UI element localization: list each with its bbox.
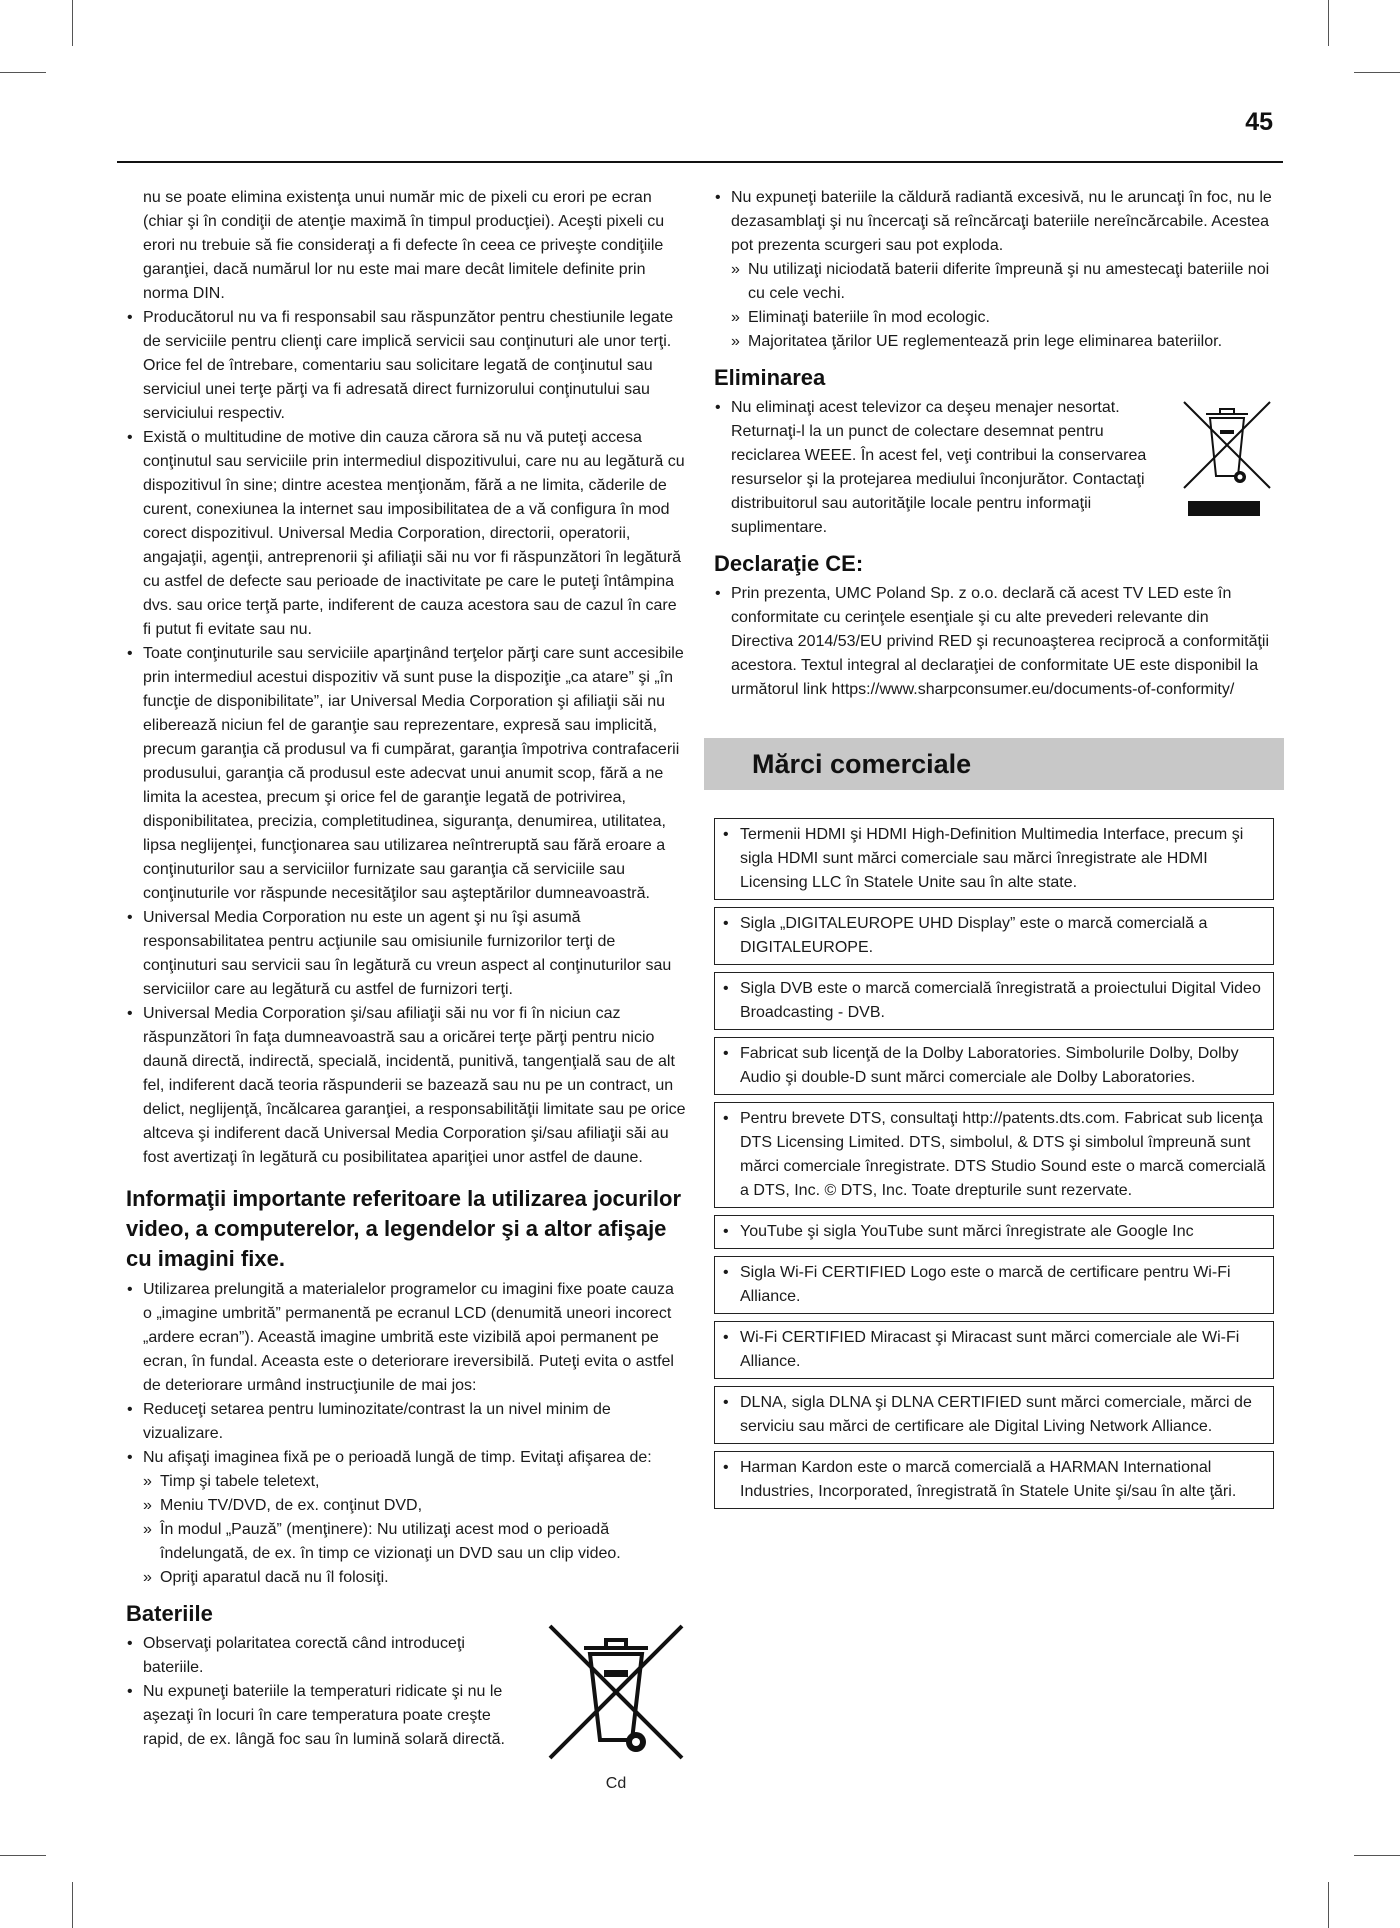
battery-list-continued [714,186,1274,258]
crop-mark [0,72,46,73]
header-rule [117,161,1283,163]
trademark-text: • YouTube şi sigla YouTube sunt mărci înregistrate ale Google Inc [723,1220,1267,1244]
sub-list-item: » Timp şi tabele teletext, [143,1470,686,1494]
list-item: • Prin prezenta, UMC Poland Sp. z o.o. declară că acest TV LED este în conformitate cu cerinţele esenţiale şi cu alte prevederi relevante din Directiva 2014/53/EU privind RED şi recunoaşterea reciprocă a conformităţii acestora. Textul integral al declaraţiei de conformitate UE este disponibil la următorul link https://www.sharpconsumer.eu/documents-of-conformity/ [714,582,1274,702]
crossed-bin-icon [546,1622,686,1762]
right-column [714,186,1274,1516]
trademark-text: • Sigla Wi-Fi CERTIFIED Logo este o marcă de certificare pentru Wi-Fi Alliance. [723,1261,1267,1309]
cd-label: Cd [605,1775,627,1792]
sub-list-item: » Eliminaţi bateriile în mod ecologic. [731,306,1274,330]
trademark-item [714,1215,1274,1249]
trademarks-banner [704,738,1284,790]
battery-sublist [714,258,1274,354]
battery-list [126,1632,516,1752]
trademark-text: • DLNA, sigla DLNA şi DLNA CERTIFIED sunt mărci comerciale, mărci de serviciu sau mărci de certificare ale Digital Living Network Alliance. [723,1391,1267,1439]
trademarks-list [714,818,1274,1509]
trademarks-heading: Mărci comerciale [752,749,972,779]
list-item: • Universal Media Corporation şi/sau afiliaţii săi nu vor fi în niciun caz răspunzători în faţa dumneavoastră sau a oricărei terţe părţi pentru nicio daună directă, indirectă, specială, incidentă, punitivă, tangenţială sau de alt fel, indiferent dacă teoria răspunderii se bazează sau nu pe un contract, un delict, neglijenţă, încălcarea garanţiei, a responsabilităţii limitate sau pe orice altceva şi indiferent dacă Universal Media Corporation şi/sau afiliaţii săi au fost avertizaţi în legătură cu posibilitatea apariţiei unor astfel de daune. [126,1002,686,1170]
disclaimer-list [126,306,686,1170]
list-item: • Toate conţinuturile sau serviciile aparţinând terţelor părţi care sunt accesibile prin intermediul acestui dispozitiv vă sunt puse la dispoziţie „ca atare” şi „în funcţie de disponibilitate”, iar Universal Media Corporation şi afiliaţii săi nu eliberează niciun fel de garanţie sau reprezentare, expresă sau implicită, precum garanţia că produsul va fi cumpărat, garanţia împotriva contrafacerii produsului, garanţia că produsul este adecvat unui anumit scop, fără a ne limita la acestea, precum şi orice fel de garanţie legată de potrivirea, disponibilitatea, precizia, completitudinea, siguranţa, denumirea, utilitatea, lipsa neglijenţei, funcţionarea sau utilizarea neîntreruptă sau fără eroare a conţinuturilor sau a serviciilor furnizate sau garanţia că serviciile sau conţinuturile vor răspunde necesităţilor sau aşteptărilor dumneavoastră. [126,642,686,906]
trademark-item [714,1256,1274,1314]
crop-mark [72,0,73,46]
crop-mark [1328,0,1329,46]
trademark-item [714,1321,1274,1379]
disposal-section [714,396,1274,540]
intro-continuation: nu se poate elimina existenţa unui număr mic de pixeli cu erori pe ecran (chiar şi în condiţii de atenţie maximă în timpul producţiei). Aceşti pixeli cu erori nu trebuie să fie consideraţi a fi defecte în ceea ce priveşte condiţiile garanţiei, dacă numărul lor nu este mai mare decât limitele definite prin norma DIN. [143,189,665,302]
disposal-list [714,396,1154,540]
left-column [126,186,686,1792]
trademark-text: • Wi-Fi CERTIFIED Miracast şi Miracast sunt mărci comerciale ale Wi-Fi Alliance. [723,1326,1267,1374]
trademark-item [714,1451,1274,1509]
list-item-text: Nu afişaţi imaginea fixă pe o perioadă lungă de timp. Evitaţi afişarea de: [143,1449,652,1466]
trademark-text: • Fabricat sub licenţă de la Dolby Laboratories. Simbolurile Dolby, Dolby Audio şi double-D sunt mărci comerciale ale Dolby Laboratories. [723,1042,1267,1090]
crop-mark [1328,1882,1329,1928]
sub-list-item: » Majoritatea ţărilor UE reglementează prin lege eliminarea bateriilor. [731,330,1274,354]
weee-symbol [1182,400,1272,526]
page-number: 45 [1245,108,1273,136]
list-item: • Producătorul nu va fi responsabil sau răspunzător pentru chestiunile legate de serviciile pentru clienţi care implică servicii sau conţinuturi ale unor terţi. Orice fel de întrebare, comentariu sau solicitare legată de conţinutul sau serviciul unei terţe părţi va fi adresată direct furnizorului conţinutului sau serviciului respectiv. [126,306,686,426]
ce-heading: Declaraţie CE: [714,551,864,576]
sub-list-item: » Opriţi aparatul dacă nu îl folosiţi. [143,1566,686,1590]
sub-list-item: » Meniu TV/DVD, de ex. conţinut DVD, [143,1494,686,1518]
list-item: • Reduceţi setarea pentru luminozitate/contrast la un nivel minim de vizualizare. [126,1398,686,1446]
crop-mark [0,1855,46,1856]
crop-mark [1354,1855,1400,1856]
trademark-item [714,818,1274,900]
list-item: • Nu eliminaţi acest televizor ca deşeu menajer nesortat. Returnaţi-l la un punct de colectare desemnat pentru reciclarea WEEE. În acest fel, veţi contribui la conservarea resurselor şi la protejarea mediului înconjurător. Contactaţi distribuitorul sau autorităţile locale pentru informaţii suplimentare. [714,396,1154,540]
battery-section [126,1632,686,1792]
list-item: • Utilizarea prelungită a materialelor programelor cu imagini fixe poate cauza o „imagine umbrită” permanentă pe ecranul LCD (denumită uneori incorect „ardere ecran”). Această imagine umbrită este vizibilă apoi permanent pe ecran, în fundal. Aceasta este o deteriorare ireversibilă. Puteţi evita o astfel de deteriorare urmând instrucţiunile de mai jos: [126,1278,686,1398]
trademark-item [714,1386,1274,1444]
trademark-text: • Pentru brevete DTS, consultaţi http://patents.dts.com. Fabricat sub licenţa DTS Licensing Limited. DTS, simbolul, & DTS şi simbolul împreună sunt mărci comerciale înregistrate. DTS Studio Sound este o marcă comercială a DTS, Inc. © DTS, Inc. Toate drepturile sunt rezervate. [723,1107,1267,1203]
info-sublist [126,1470,686,1590]
battery-disposal-symbol [546,1622,686,1796]
trademark-item [714,907,1274,965]
weee-bin-icon [1182,400,1272,518]
list-item: • Observaţi polaritatea corectă când introduceţi bateriile. [126,1632,516,1680]
sub-list-item: » Nu utilizaţi niciodată baterii diferite împreună şi nu amestecaţi bateriile noi cu cele vechi. [731,258,1274,306]
trademark-text: • Harman Kardon este o marcă comercială a HARMAN International Industries, Incorporated, înregistrată în Statele Unite şi/sau în alte ţări. [723,1456,1267,1504]
trademark-item [714,1037,1274,1095]
crop-mark [72,1882,73,1928]
ce-list [714,582,1274,702]
battery-heading: Bateriile [126,1601,213,1626]
list-item [126,1446,686,1470]
info-list [126,1278,686,1470]
crop-mark [1354,72,1400,73]
list-item: • Există o multitudine de motive din cauza cărora să nu vă puteţi accesa conţinutul sau serviciile prin intermediul dispozitivului, care nu au legătură cu dispozitivul în sine; dintre acestea menţionăm, fără a ne limita, căderile de curent, conexiunea la internet sau imposibilitatea de a vă configura în mod corect dispozitivul. Universal Media Corporation, directorii, operatorii, angajaţii, agenţii, antreprenorii şi afiliaţii săi nu vor fi răspunzători în legătură cu astfel de defecte sau perioade de inactivitate pe care le puteţi întâmpina dvs. sau orice terţă parte, indiferent de cauza acestora sau de cazul în care fi putut fi evitate sau nu. [126,426,686,642]
trademark-text: • Sigla DVB este o marcă comercială înregistrată a proiectului Digital Video Broadcasting - DVB. [723,977,1267,1025]
info-heading: Informaţii importante referitoare la utilizarea jocurilor video, a computerelor, a legendelor şi a altor afişaje cu imagini fixe. [126,1186,682,1271]
list-item: • Universal Media Corporation nu este un agent şi nu îşi asumă responsabilitatea pentru acţiunile sau omisiunile furnizorilor terţi de conţinuturi sau servicii sau în legătură cu vreun aspect al conţinuturilor sau serviciilor care au legătură cu astfel de furnizori terţi. [126,906,686,1002]
list-item: • Nu expuneţi bateriile la căldură radiantă excesivă, nu le aruncaţi în foc, nu le dezasamblaţi şi nu încercaţi să reîncărcaţi bateriile nereîncărcabile. Acestea pot prezenta scurgeri sau pot exploda. [714,186,1274,258]
trademark-item [714,972,1274,1030]
trademark-text: • Sigla „DIGITALEUROPE UHD Display” este o marcă comercială a DIGITALEUROPE. [723,912,1267,960]
trademark-item [714,1102,1274,1208]
disposal-heading: Eliminarea [714,365,826,390]
sub-list-item: » În modul „Pauză” (menţinere): Nu utilizaţi acest mod o perioadă îndelungată, de ex. în timp ce vizionaţi un DVD sau un clip video. [143,1518,686,1566]
list-item: • Nu expuneţi bateriile la temperaturi ridicate şi nu le aşezaţi în locuri în care temperatura poate creşte rapid, de ex. lângă foc sau în lumină solară directă. [126,1680,516,1752]
trademark-text: • Termenii HDMI şi HDMI High-Definition Multimedia Interface, precum şi sigla HDMI sunt mărci comerciale sau mărci înregistrate ale HDMI Licensing LLC în Statele Unite sau în alte state. [723,823,1267,895]
